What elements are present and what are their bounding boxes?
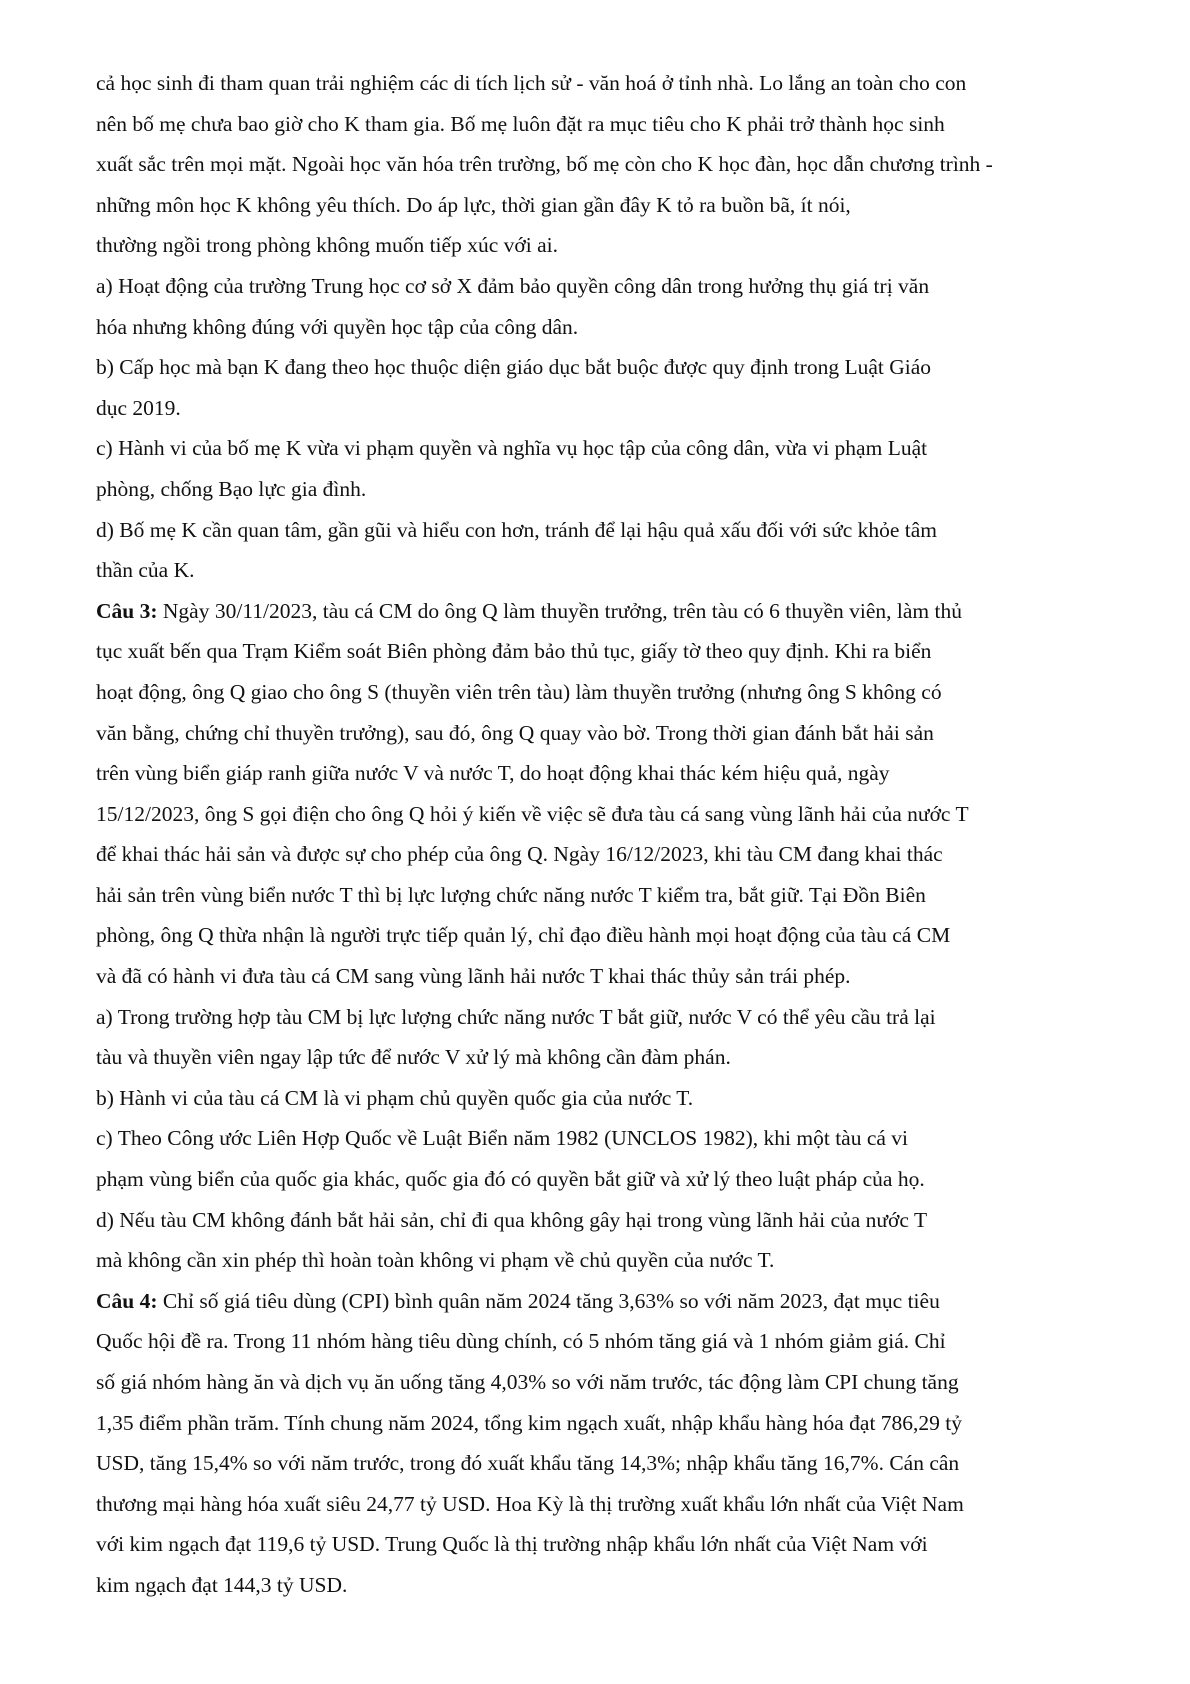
line-text: USD, tăng 15,4% so với năm trước, trong đó xuất khẩu tăng 14,3%; nhập khẩu tăng 16,7%. Cán cân [96,1451,960,1476]
line-text: trên vùng biển giáp ranh giữa nước V và nước T, do hoạt động khai thác kém hiệu quả, ngày [96,761,890,786]
text-line [96,956,1126,997]
line-text: hoạt động, ông Q giao cho ông S (thuyền viên trên tàu) làm thuyền trưởng (nhưng ông S không có [96,679,942,704]
line-text: hóa nhưng không đúng với quyền học tập của công dân. [96,314,579,339]
line-text: c) Hành vi của bố mẹ K vừa vi phạm quyền và nghĩa vụ học tập của công dân, vừa vi phạm Luật [96,436,928,461]
text-line [96,469,1126,510]
text-line [96,1200,1126,1241]
line-text: tàu và thuyền viên ngay lập tức để nước V xử lý mà không cần đàm phán. [96,1045,731,1070]
text-line [96,1118,1126,1159]
text-line [96,347,1126,388]
line-text: 15/12/2023, ông S gọi điện cho ông Q hỏi ý kiến về việc sẽ đưa tàu cá sang vùng lãnh hải của nước T [96,801,969,826]
text-line [96,266,1126,307]
text-line [96,185,1126,226]
text-line [96,550,1126,591]
question-label: Câu 3: [96,598,158,623]
text-line [96,1565,1126,1606]
line-text: Chỉ số giá tiêu dùng (CPI) bình quân năm 2024 tăng 3,63% so với năm 2023, đạt mục tiêu [157,1288,940,1313]
text-line [96,1403,1126,1444]
text-line [96,834,1126,875]
line-text: xuất sắc trên mọi mặt. Ngoài học văn hóa trên trường, bố mẹ còn cho K học đàn, học dẫn chương trình - [96,152,993,177]
text-line [96,225,1126,266]
text-line [96,428,1126,469]
text-line [96,753,1126,794]
line-text: thương mại hàng hóa xuất siêu 24,77 tỷ USD. Hoa Kỳ là thị trường xuất khẩu lớn nhất của Việt Nam [96,1491,964,1516]
text-line [96,1159,1126,1200]
line-text: a) Trong trường hợp tàu CM bị lực lượng chức năng nước T bắt giữ, nước V có thể yêu cầu trả lại [96,1004,936,1029]
line-text: thần của K. [96,558,195,583]
line-text: b) Cấp học mà bạn K đang theo học thuộc diện giáo dục bắt buộc được quy định trong Luật Giáo [96,355,932,380]
line-text: dục 2019. [96,395,181,420]
text-line [96,997,1126,1038]
text-line [96,1037,1126,1078]
text-line [96,1484,1126,1525]
text-line [96,63,1126,104]
line-text: cả học sinh đi tham quan trải nghiệm các di tích lịch sử - văn hoá ở tỉnh nhà. Lo lắng an toàn cho con [96,71,967,95]
line-text: mà không cần xin phép thì hoàn toàn không vi phạm về chủ quyền của nước T. [96,1248,775,1273]
text-line [96,104,1126,145]
line-text: 1,35 điểm phần trăm. Tính chung năm 2024, tổng kim ngạch xuất, nhập khẩu hàng hóa đạt 786,29 tỷ [96,1410,963,1435]
line-text: phạm vùng biển của quốc gia khác, quốc gia đó có quyền bắt giữ và xử lý theo luật pháp của họ. [96,1167,925,1192]
line-text: phòng, ông Q thừa nhận là người trực tiếp quản lý, chỉ đạo điều hành mọi hoạt động của tàu cá CM [96,923,951,948]
line-text: nên bố mẹ chưa bao giờ cho K tham gia. Bố mẹ luôn đặt ra mục tiêu cho K phải trở thành học sinh [96,111,945,136]
line-text: d) Nếu tàu CM không đánh bắt hải sản, chỉ đi qua không gây hại trong vùng lãnh hải của nước T [96,1207,928,1232]
line-text: những môn học K không yêu thích. Do áp lực, thời gian gần đây K tỏ ra buồn bã, ít nói, [96,192,851,217]
text-line [96,631,1126,672]
text-line [96,144,1126,185]
line-text: để khai thác hải sản và được sự cho phép của ông Q. Ngày 16/12/2023, khi tàu CM đang khai thác [96,842,943,867]
text-line [96,1078,1126,1119]
line-text: Ngày 30/11/2023, tàu cá CM do ông Q làm thuyền trưởng, trên tàu có 6 thuyền viên, làm thủ [157,598,962,623]
document-page [96,63,1126,1606]
text-line [96,510,1126,551]
text-line [96,794,1126,835]
line-text: hải sản trên vùng biển nước T thì bị lực lượng chức năng nước T kiểm tra, bắt giữ. Tại Đồn Biên [96,882,926,907]
line-text: và đã có hành vi đưa tàu cá CM sang vùng lãnh hải nước T khai thác thủy sản trái phép. [96,964,851,989]
text-line [96,672,1126,713]
text-line [96,1443,1126,1484]
line-text: c) Theo Công ước Liên Hợp Quốc về Luật Biển năm 1982 (UNCLOS 1982), khi một tàu cá vi [96,1126,909,1151]
text-line [96,713,1126,754]
line-text: kim ngạch đạt 144,3 tỷ USD. [96,1572,348,1597]
line-text: Quốc hội đề ra. Trong 11 nhóm hàng tiêu dùng chính, có 5 nhóm tăng giá và 1 nhóm giảm giá. Chỉ [96,1329,946,1354]
line-text: a) Hoạt động của trường Trung học cơ sở X đảm bảo quyền công dân trong hưởng thụ giá trị văn [96,273,930,298]
line-text: thường ngồi trong phòng không muốn tiếp xúc với ai. [96,233,558,258]
text-line [96,1321,1126,1362]
text-line [96,875,1126,916]
line-text: với kim ngạch đạt 119,6 tỷ USD. Trung Quốc là thị trường nhập khẩu lớn nhất của Việt Nam với [96,1532,928,1557]
text-line [96,307,1126,348]
question-label: Câu 4: [96,1288,158,1313]
question-line [96,1281,1126,1322]
line-text: b) Hành vi của tàu cá CM là vi phạm chủ quyền quốc gia của nước T. [96,1085,694,1110]
line-text: phòng, chống Bạo lực gia đình. [96,476,367,501]
line-text: văn bằng, chứng chỉ thuyền trưởng), sau đó, ông Q quay vào bờ. Trong thời gian đánh bắt hải sản [96,720,934,745]
line-text: tục xuất bến qua Trạm Kiểm soát Biên phòng đảm bảo thủ tục, giấy tờ theo quy định. Khi ra biển [96,639,932,664]
line-text: số giá nhóm hàng ăn và dịch vụ ăn uống tăng 4,03% so với năm trước, tác động làm CPI chung tăng [96,1370,959,1394]
text-line [96,1362,1126,1403]
question-line [96,591,1126,632]
text-line [96,915,1126,956]
text-line [96,1524,1126,1565]
text-line [96,388,1126,429]
text-line [96,1240,1126,1281]
line-text: d) Bố mẹ K cần quan tâm, gần gũi và hiểu con hơn, tránh để lại hậu quả xấu đối với sức khỏe tâm [96,517,938,542]
